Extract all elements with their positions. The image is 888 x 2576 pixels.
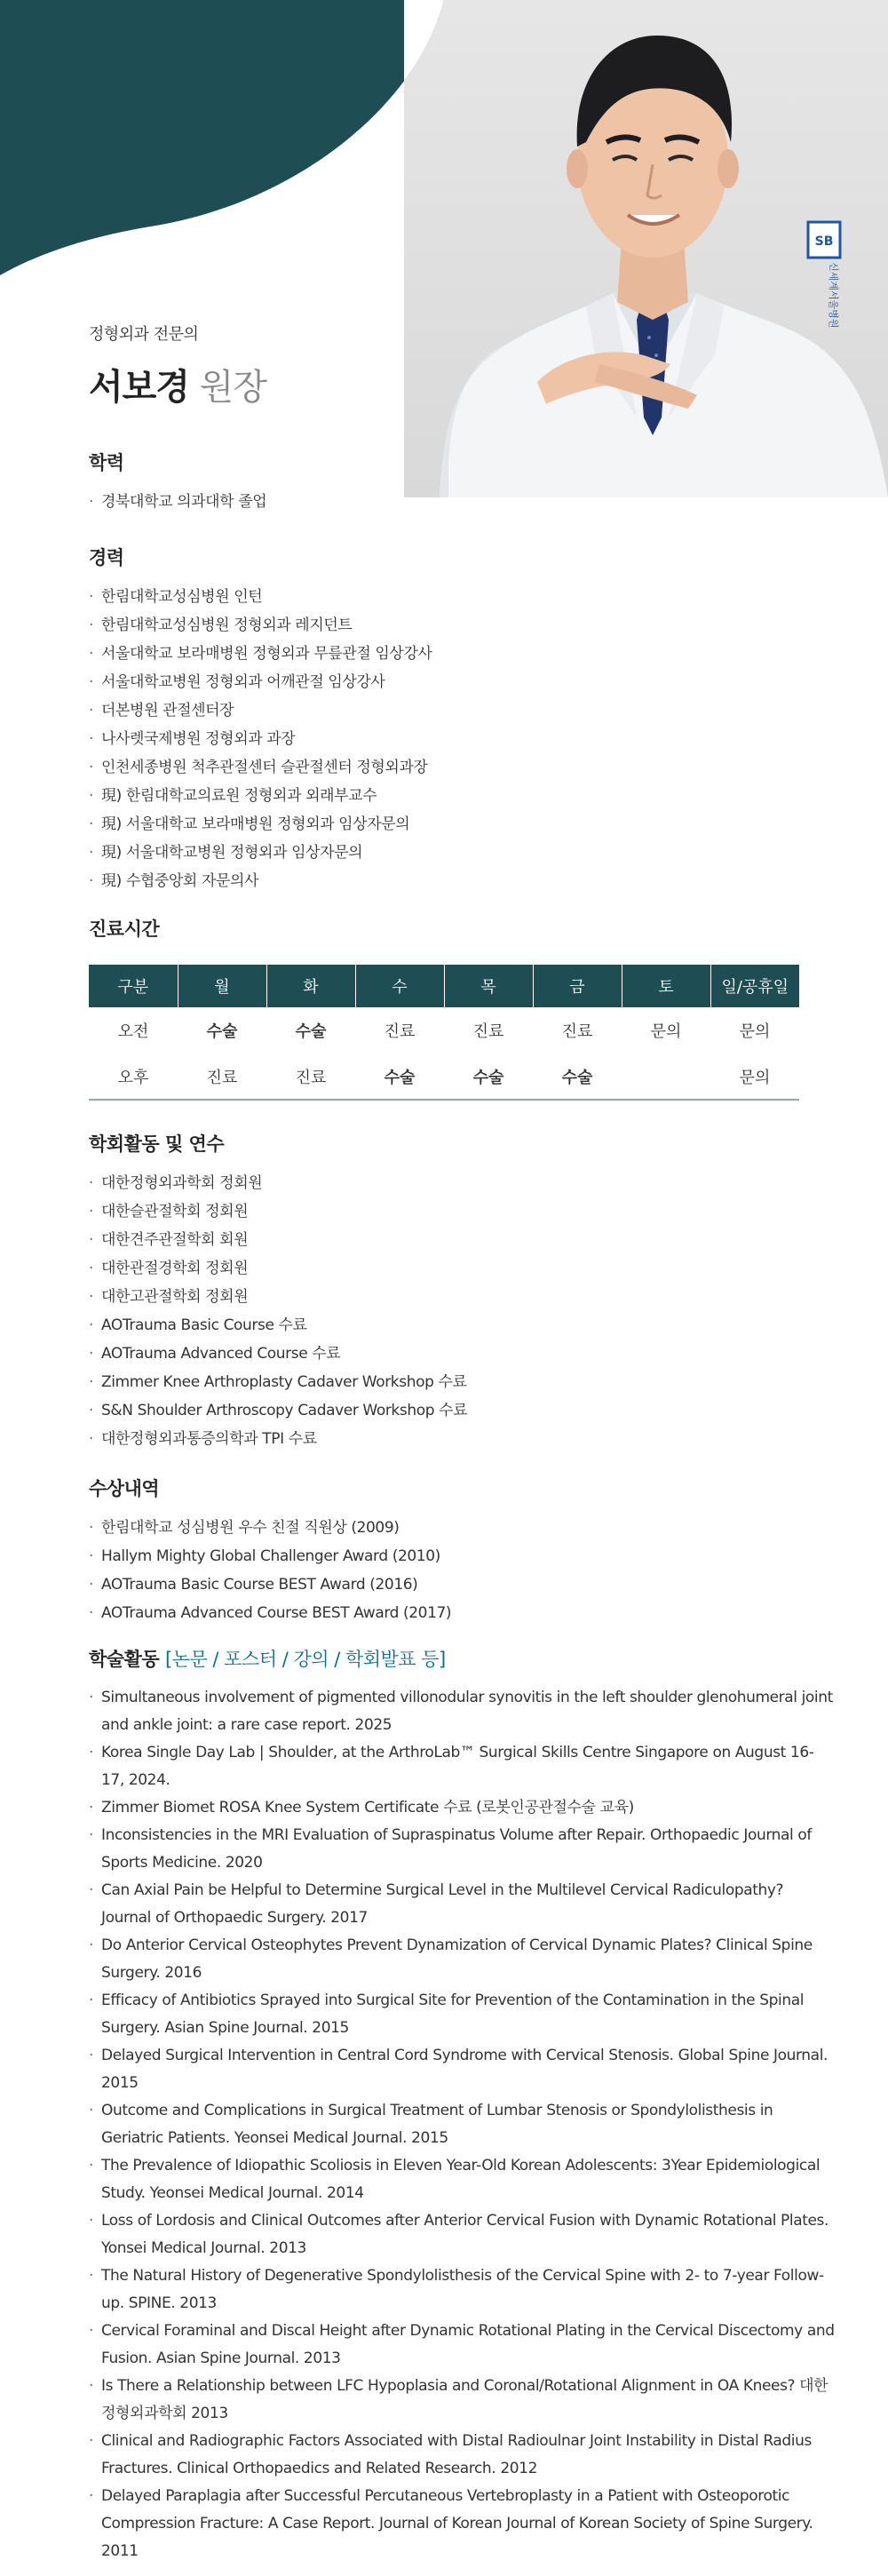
- list-item: · 서울대학교병원 정형외과 어깨관절 임상강사: [89, 668, 835, 696]
- education-list: [89, 488, 835, 516]
- doctor-title: 원장: [199, 367, 266, 408]
- header-cell: 수: [355, 965, 444, 1007]
- table-cell: 문의: [710, 1053, 799, 1100]
- list-item: · AOTrauma Advanced Course 수료: [89, 1340, 835, 1368]
- academic-title-sub: [논문 / 포스터 / 강의 / 학회발표 등]: [164, 1649, 446, 1670]
- list-item: · 대한정형외과학회 정회원: [89, 1169, 835, 1197]
- list-item: · The Natural History of Degenerative Spondylolisthesis of the Cervical Spine with 2- to 7-year Follow-up. SPINE. 2013: [89, 2262, 835, 2318]
- schedule-header-row: [89, 965, 799, 1007]
- career-list: [89, 583, 835, 895]
- academic-title: [89, 1645, 835, 1672]
- list-item: · 한림대학교성심병원 정형외과 레지던트: [89, 611, 835, 640]
- career-title: 경력: [89, 547, 124, 568]
- list-item: · Zimmer Biomet ROSA Knee System Certificate 수료 (로봇인공관절수술 교육): [89, 1794, 835, 1822]
- table-cell: 수술: [295, 1022, 327, 1041]
- list-item: · Simultaneous involvement of pigmented villonodular synovitis in the left shoulder glenohumeral joint and ankle joint: a rare case report. 2025: [89, 1684, 835, 1739]
- schedule-table: [89, 965, 799, 1101]
- table-cell: 수술: [206, 1022, 238, 1041]
- societies-list: [89, 1169, 835, 1453]
- header-cell: 토: [622, 965, 710, 1007]
- doctor-portrait: [404, 0, 888, 497]
- doctor-name-line: [89, 359, 266, 409]
- hospital-name-badge: 신세계서울병원: [828, 262, 839, 329]
- list-item: · 서울대학교 보라매병원 정형외과 무릎관절 임상강사: [89, 640, 835, 668]
- list-item: · Zimmer Knee Arthroplasty Cadaver Workshop 수료: [89, 1368, 835, 1396]
- list-item: · Hallym Mighty Global Challenger Award (2010): [89, 1542, 835, 1570]
- list-item: · Cervical Foraminal and Discal Height after Dynamic Rotational Plating in the Cervical Discectomy and Fusion. Asian Spine Journal. 2013: [89, 2318, 835, 2373]
- list-item: · 한림대학교 성심병원 우수 친절 직원상 (2009): [89, 1514, 835, 1542]
- table-cell: 수술: [355, 1053, 444, 1100]
- table-cell: 진료: [561, 1022, 593, 1041]
- education-section: [89, 449, 835, 516]
- list-item: · AOTrauma Basic Course 수료: [89, 1311, 835, 1340]
- list-item: · Can Axial Pain be Helpful to Determine Surgical Level in the Multilevel Cervical Radiculopathy? Journal of Orthopaedic Surgery. 2017: [89, 1877, 835, 1932]
- doctor-heading: [89, 322, 266, 409]
- table-cell: 수술: [444, 1053, 533, 1100]
- doctor-name: 서보경: [89, 367, 189, 408]
- header-cell: 화: [266, 965, 355, 1007]
- societies-title: 학회활동 및 연수: [89, 1133, 225, 1155]
- table-cell: 진료: [266, 1053, 355, 1100]
- list-item: · AOTrauma Basic Course BEST Award (2016): [89, 1570, 835, 1599]
- schedule-row-pm: [89, 1053, 799, 1100]
- list-item: · 대한정형외과통증의학과 TPI 수료: [89, 1425, 835, 1453]
- list-item: · 現) 서울대학교병원 정형외과 임상자문의: [89, 839, 835, 867]
- header-cell: 목: [444, 965, 533, 1007]
- hero-section: [0, 0, 888, 497]
- table-cell: [622, 1053, 710, 1100]
- list-item: · Is There a Relationship between LFC Hypoplasia and Coronal/Rotational Alignment in OA Knees? 대한정형외과학회 2013: [89, 2373, 835, 2428]
- list-item: · 대한관절경학회 정회원: [89, 1254, 835, 1283]
- list-item: · Outcome and Complications in Surgical Treatment of Lumbar Stenosis or Spondylolisthesis in Geriatric Patients. Yeonsei Medical Journal. 2015: [89, 2097, 835, 2152]
- list-item: · Do Anterior Cervical Osteophytes Prevent Dynamization of Cervical Dynamic Plates? Clinical Spine Surgery. 2016: [89, 1932, 835, 1987]
- list-item: · AOTrauma Advanced Course BEST Award (2017): [89, 1599, 835, 1627]
- table-cell: 진료: [472, 1022, 504, 1041]
- list-item: · 대한견주관절학회 회원: [89, 1226, 835, 1254]
- table-cell: 수술: [533, 1053, 622, 1100]
- list-item: · 現) 서울대학교 보라매병원 정형외과 임상자문의: [89, 810, 835, 839]
- list-item: · The Prevalence of Idiopathic Scoliosis in Eleven Year-Old Korean Adolescents: 3Year Epidemiological Study. Yeonsei Medical Journal. 2014: [89, 2152, 835, 2207]
- table-cell: 문의: [739, 1022, 771, 1041]
- awards-title: 수상내역: [89, 1478, 160, 1499]
- academic-title-main: 학술활동: [89, 1649, 160, 1670]
- awards-section: [89, 1475, 835, 1627]
- career-section: [89, 544, 835, 895]
- header-cell: 구분: [89, 965, 178, 1007]
- list-item: · 경북대학교 의과대학 졸업: [89, 488, 835, 516]
- table-cell: 진료: [178, 1053, 266, 1100]
- doctor-specialty: 정형외과 전문의: [89, 325, 199, 344]
- academic-section: [89, 1645, 835, 2565]
- table-cell: 문의: [650, 1022, 682, 1041]
- list-item: · Clinical and Radiographic Factors Associated with Distal Radioulnar Joint Instability in Distal Radius Fractures. Clinical Orthopaedics and Related Research. 2012: [89, 2428, 835, 2483]
- header-cell: 월: [178, 965, 266, 1007]
- list-item: · 대한슬관절학회 정회원: [89, 1197, 835, 1226]
- header-cell: 일/공휴일: [710, 965, 799, 1007]
- list-item: · Inconsistencies in the MRI Evaluation of Supraspinatus Volume after Repair. Orthopaedic Journal of Sports Medicine. 2020: [89, 1822, 835, 1877]
- awards-list: [89, 1514, 835, 1627]
- table-cell: 진료: [384, 1022, 416, 1041]
- list-item: · S&N Shoulder Arthroscopy Cadaver Workshop 수료: [89, 1396, 835, 1425]
- list-item: · 나사렛국제병원 정형외과 과장: [89, 725, 835, 753]
- list-item: · Loss of Lordosis and Clinical Outcomes after Anterior Cervical Fusion with Dynamic Rotational Plates. Yonsei Medical Journal. 2013: [89, 2207, 835, 2262]
- schedule-title: 진료시간: [89, 918, 160, 940]
- list-item: · 더본병원 관절센터장: [89, 696, 835, 725]
- academic-list: [89, 1684, 835, 2565]
- header-cell: 금: [533, 965, 622, 1007]
- list-item: · Efficacy of Antibiotics Sprayed into Surgical Site for Prevention of the Contamination in the Spinal Surgery. Asian Spine Journal. 2015: [89, 1987, 835, 2042]
- list-item: · 대한고관절학회 정회원: [89, 1283, 835, 1311]
- list-item: · Delayed Paraplagia after Successful Percutaneous Vertebroplasty in a Patient with Osteoporotic Compression Fracture: A Case Report. Journal of Korean Journal of Korean Society of Spine Surgery. 2011: [89, 2483, 835, 2565]
- schedule-row-am: [89, 1007, 799, 1053]
- list-item: · Delayed Surgical Intervention in Central Cord Syndrome with Cervical Stenosis. Global Spine Journal. 2015: [89, 2042, 835, 2097]
- list-item: · 現) 수협중앙회 자문의사: [89, 867, 835, 895]
- education-title: 학력: [89, 452, 124, 473]
- table-cell: 오전: [117, 1022, 149, 1041]
- schedule-section: [89, 915, 835, 1101]
- list-item: · 現) 한림대학교의료원 정형외과 외래부교수: [89, 782, 835, 810]
- list-item: · 인천세종병원 척추관절센터 슬관절센터 정형외과장: [89, 753, 835, 782]
- table-cell: 오후: [89, 1053, 178, 1100]
- list-item: · 한림대학교성심병원 인턴: [89, 583, 835, 611]
- societies-section: [89, 1130, 835, 1453]
- list-item: · Korea Single Day Lab | Shoulder, at the ArthroLab™ Surgical Skills Centre Singapore on August 16-17, 2024.: [89, 1739, 835, 1794]
- svg-text:SB: SB: [814, 235, 834, 249]
